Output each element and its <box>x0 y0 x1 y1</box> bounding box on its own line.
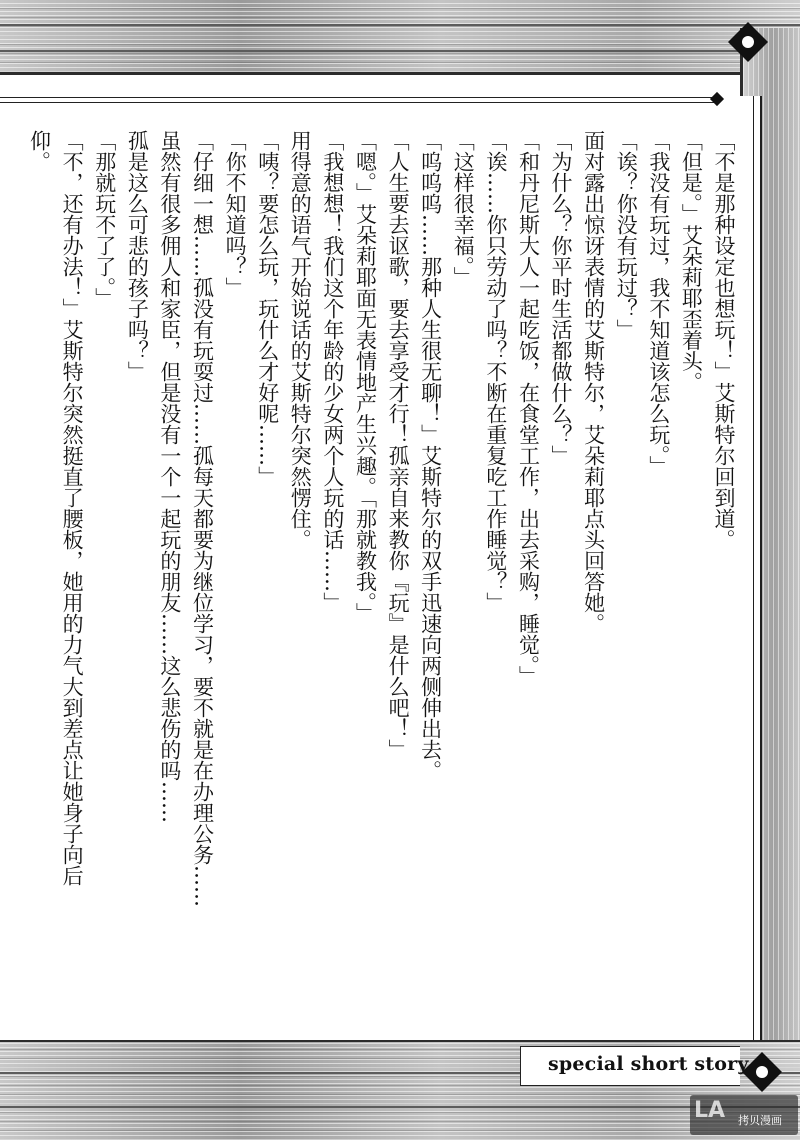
story-paragraph: 「不，还有办法！」艾斯特尔突然挺直了腰板，她用的力气大到差点让她身子向后仰。 <box>27 130 85 886</box>
story-paragraph: 「我想想！我们这个年龄的少女两个人玩的话……」 <box>320 130 345 613</box>
plank-seam <box>0 24 800 26</box>
story-paragraph: 「诶？你没有玩过？」 <box>614 130 639 340</box>
plank-seam <box>0 1106 800 1108</box>
footer-label: special short story <box>548 1053 749 1075</box>
story-paragraph: 「呜呜呜……那种人生很无聊！」艾斯特尔的双手迅速向两侧伸出去。 <box>418 130 443 781</box>
story-paragraph: 孤是这么可悲的孩子吗？」 <box>125 130 150 382</box>
story-paragraph: 「人生要去讴歌，要去享受才行！孤亲自来教你『玩』是什么吧！」 <box>386 130 411 760</box>
top-decorative-rule <box>0 97 715 98</box>
story-text-columns <box>27 130 740 920</box>
story-paragraph: 用得意的语气开始说话的艾斯特尔突然愣住。 <box>288 130 313 550</box>
story-paragraph: 「仔细一想……孤没有玩耍过……孤每天都要为继位学习，要不就是在办理公务…… <box>190 130 215 907</box>
story-paragraph: 「和丹尼斯大人一起吃饭，在食堂工作，出去采购，睡觉。」 <box>516 130 541 687</box>
story-paragraph: 虽然有很多佣人和家臣，但是没有一个一起玩的朋友……这么悲伤的吗…… <box>157 130 182 823</box>
story-paragraph: 面对露出惊讶表情的艾斯特尔，艾朵莉耶点头回答她。 <box>581 130 606 634</box>
story-paragraph: 「为什么？你平时生活都做什么？」 <box>549 130 574 466</box>
top-decorative-rule-inner <box>0 102 715 103</box>
plank-seam <box>0 50 800 52</box>
story-paragraph: 「诶……你只劳动了吗？不断在重复吃工作睡觉？」 <box>483 130 508 613</box>
watermark-logo-icon: LA <box>694 1098 726 1123</box>
story-paragraph: 「不是那种设定也想玩！」艾斯特尔回到道。 <box>712 130 736 550</box>
top-wood-border <box>0 0 800 75</box>
watermark-text: 拷贝漫画 <box>738 1114 782 1127</box>
story-paragraph: 「但是。」艾朵莉耶歪着头。 <box>679 130 704 393</box>
story-paragraph: 「嗯。」艾朵莉耶面无表情地产生兴趣。「那就教我。」 <box>353 130 378 624</box>
story-paragraph: 「你不知道吗？」 <box>223 130 248 298</box>
story-paragraph: 「咦？要怎么玩，玩什么才好呢……」 <box>255 130 280 487</box>
corner-ornament-icon <box>726 20 770 64</box>
story-paragraph: 「那就玩不了了。」 <box>92 130 117 309</box>
story-paragraph: 「我没有玩过，我不知道该怎么玩。」 <box>646 130 671 477</box>
story-paragraph: 「这样很幸福。」 <box>451 130 476 288</box>
corner-ornament-icon <box>740 1050 784 1094</box>
